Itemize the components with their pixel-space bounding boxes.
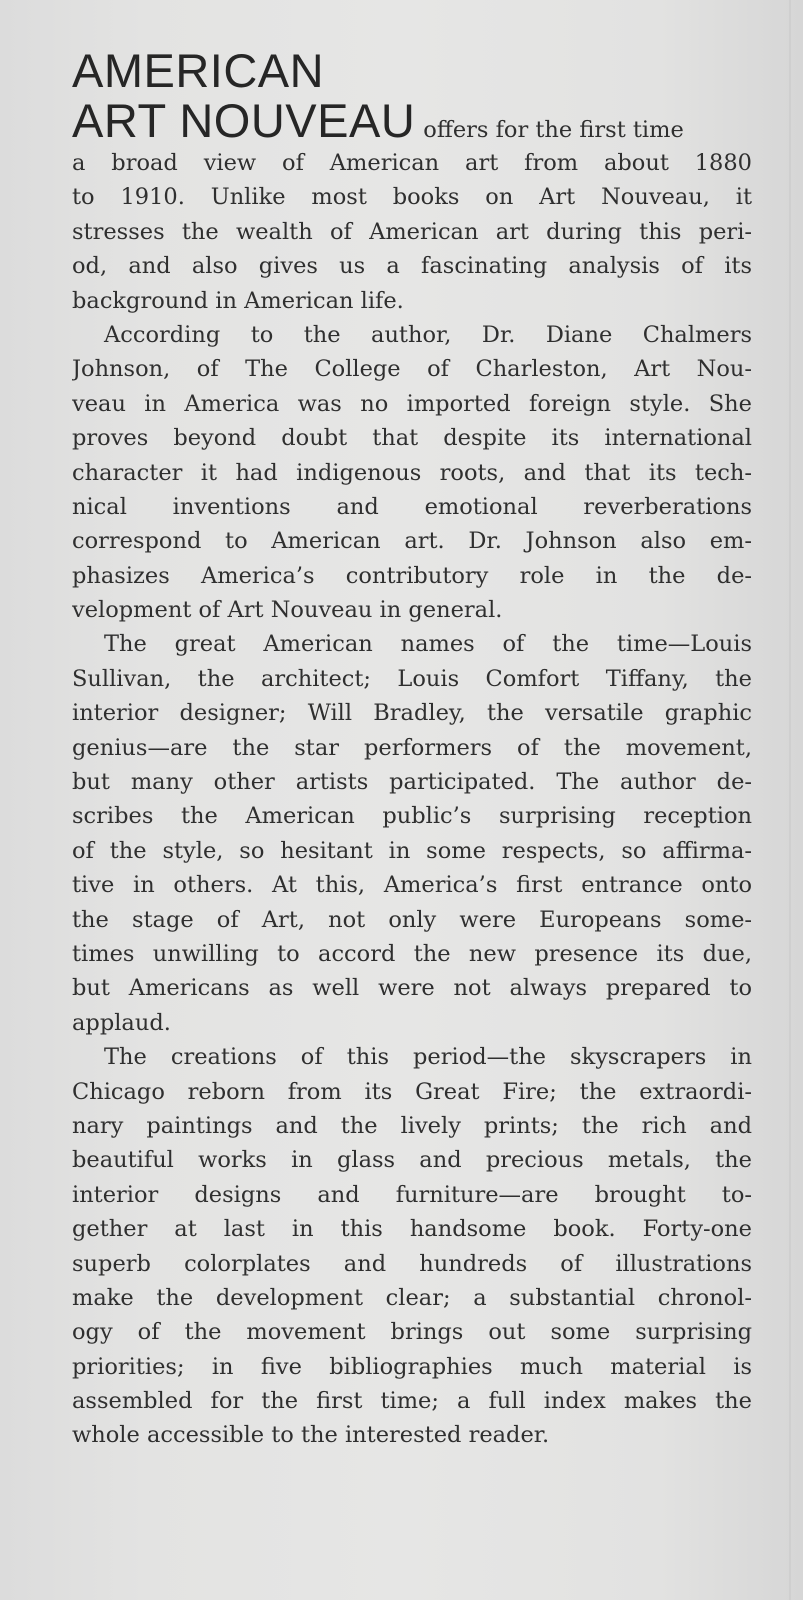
paragraph-2-line: correspond to American art. Dr. Johnson also em- bbox=[72, 528, 752, 555]
paragraph-1-line: to 1910. Unlike most books on Art Nouveau, it bbox=[72, 184, 752, 211]
paragraph-3-line: tive in others. At this, America’s first entrance onto bbox=[72, 872, 752, 899]
paragraph-4-line: nary paintings and the lively prints; the rich and bbox=[72, 1112, 752, 1139]
flap-copy bbox=[72, 46, 752, 1453]
paragraph-2-line: veau in America was no imported foreign style. She bbox=[72, 390, 752, 417]
flap-fold-edge bbox=[789, 0, 791, 1600]
paragraph-2-line: velopment of Art Nouveau in general. bbox=[72, 597, 503, 624]
paragraph-2-line: character it had indigenous roots, and that its tech- bbox=[72, 459, 752, 486]
paragraph-4-line: assembled for the first time; a full index makes the bbox=[72, 1388, 752, 1415]
paragraph-3-line: applaud. bbox=[72, 1009, 171, 1036]
paragraph-4-line: gether at last in this handsome book. Forty-one bbox=[72, 1216, 752, 1243]
paragraph-1-line: od, and also gives us a fascinating analysis of its bbox=[72, 253, 752, 280]
paragraph-2-line: phasizes America’s contributory role in the de- bbox=[72, 562, 752, 589]
paragraph-3-line: but Americans as well were not always prepared to bbox=[72, 975, 752, 1002]
heading-line-1: AMERICAN bbox=[72, 44, 325, 97]
paragraph-3-line: Sullivan, the architect; Louis Comfort Tiffany, the bbox=[72, 665, 752, 692]
paragraph-4-line: Chicago reborn from its Great Fire; the extraordi- bbox=[72, 1078, 752, 1105]
paragraph-3-line: interior designer; Will Bradley, the versatile graphic bbox=[72, 700, 752, 727]
paragraph-1-line: stresses the wealth of American art during this peri- bbox=[72, 218, 752, 245]
paragraph-2-line: proves beyond doubt that despite its international bbox=[72, 425, 752, 452]
paragraph-2-line: nical inventions and emotional reverberations bbox=[72, 493, 752, 520]
paragraph-3-line: but many other artists participated. The author de- bbox=[72, 769, 752, 796]
heading-line-2-row bbox=[72, 96, 752, 146]
paragraph-2-line: According to the author, Dr. Diane Chalmers bbox=[104, 321, 752, 348]
paragraph-2-line: Johnson, of The College of Charleston, Art Nou- bbox=[72, 356, 752, 383]
paragraph-3-line: of the style, so hesitant in some respects, so affirma- bbox=[72, 837, 752, 864]
paragraph-4-line: The creations of this period—the skyscrapers in bbox=[104, 1044, 752, 1071]
paragraph-4-line: superb colorplates and hundreds of illustrations bbox=[72, 1250, 752, 1277]
heading-line-2: ART NOUVEAU bbox=[72, 94, 416, 147]
paragraph-3-line: scribes the American public’s surprising reception bbox=[72, 803, 752, 830]
paragraph-4-line: priorities; in five bibliographies much material is bbox=[72, 1353, 752, 1380]
paragraph-3-line: The great American names of the time—Louis bbox=[104, 631, 752, 658]
paragraph-1-line: background in American life. bbox=[72, 287, 404, 314]
paragraph-3-line: times unwilling to accord the new presence its due, bbox=[72, 940, 752, 967]
paragraph-1-line: a broad view of American art from about 1880 bbox=[72, 150, 752, 176]
paragraph-4-line: whole accessible to the interested reader. bbox=[72, 1422, 550, 1449]
paragraph-4-line: make the development clear; a substantial chronol- bbox=[72, 1284, 752, 1311]
paragraph-4-line: interior designs and furniture—are brought to- bbox=[72, 1181, 752, 1208]
paragraph-3-line: the stage of Art, not only were Europeans some- bbox=[72, 906, 752, 933]
paragraph-4-line: beautiful works in glass and precious metals, the bbox=[72, 1147, 752, 1174]
paragraph-3-line: genius—are the star performers of the movement, bbox=[72, 734, 752, 761]
heading-tail-text: offers for the first time bbox=[423, 117, 684, 143]
paragraph-4-line: ogy of the movement brings out some surprising bbox=[72, 1319, 752, 1346]
